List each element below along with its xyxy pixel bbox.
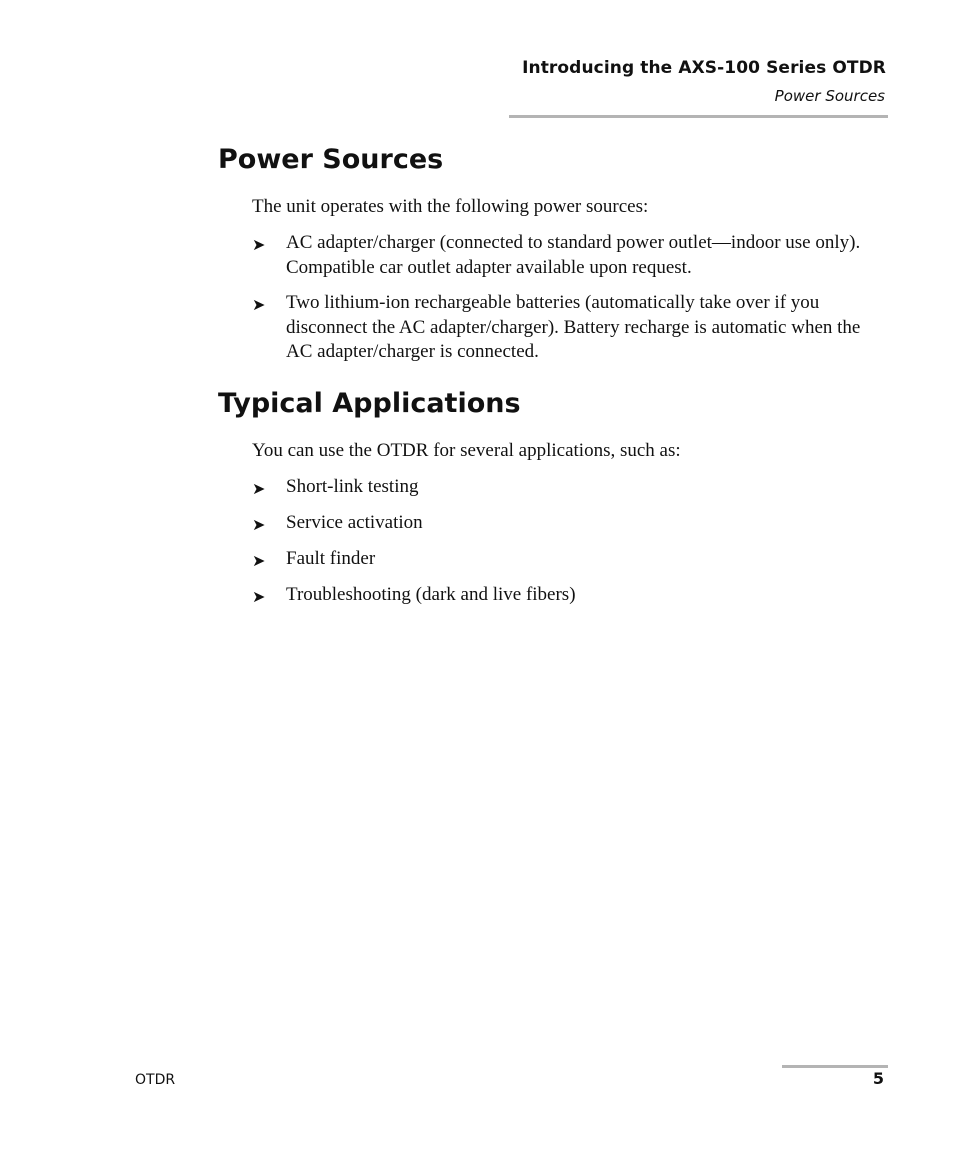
- page-number: 5: [872, 1069, 884, 1088]
- list-item: [252, 231, 882, 280]
- bullet-arrow-icon: ➤: [252, 235, 266, 254]
- header-rule: [509, 115, 888, 118]
- list-item: [252, 547, 882, 572]
- bullet-arrow-icon: ➤: [252, 295, 266, 314]
- section-heading-typical-applications: Typical Applications: [218, 388, 521, 419]
- list-item-text: Troubleshooting (dark and live fibers): [286, 584, 576, 605]
- bullet-arrow-icon: ➤: [252, 551, 266, 570]
- list-item-text: Short-link testing: [286, 476, 419, 497]
- list-item: [252, 511, 882, 536]
- list-item: [252, 291, 882, 365]
- list-item-text: Service activation: [286, 512, 423, 533]
- list-item-text: AC adapter/charger (connected to standard power outlet—indoor use only). Compatible car outlet adapter available upon request.: [286, 232, 861, 278]
- running-header-subtitle: Power Sources: [774, 87, 885, 105]
- running-header-title: Introducing the AXS-100 Series OTDR: [522, 58, 886, 78]
- list-item: [252, 583, 882, 608]
- typical-applications-intro: You can use the OTDR for several applications, such as:: [252, 440, 681, 461]
- bullet-arrow-icon: ➤: [252, 587, 266, 606]
- list-item: [252, 475, 882, 500]
- footer-product-name: OTDR: [135, 1072, 176, 1088]
- power-sources-intro: The unit operates with the following power sources:: [252, 196, 649, 217]
- list-item-text: Two lithium-ion rechargeable batteries (automatically take over if you disconnect the AC adapter/charger). Battery recharge is automatic when the AC adapter/charger is connected.: [286, 292, 861, 362]
- bullet-arrow-icon: ➤: [252, 515, 266, 534]
- section-heading-power-sources: Power Sources: [218, 144, 444, 175]
- footer-rule: [782, 1065, 888, 1068]
- bullet-arrow-icon: ➤: [252, 479, 266, 498]
- list-item-text: Fault finder: [286, 548, 376, 569]
